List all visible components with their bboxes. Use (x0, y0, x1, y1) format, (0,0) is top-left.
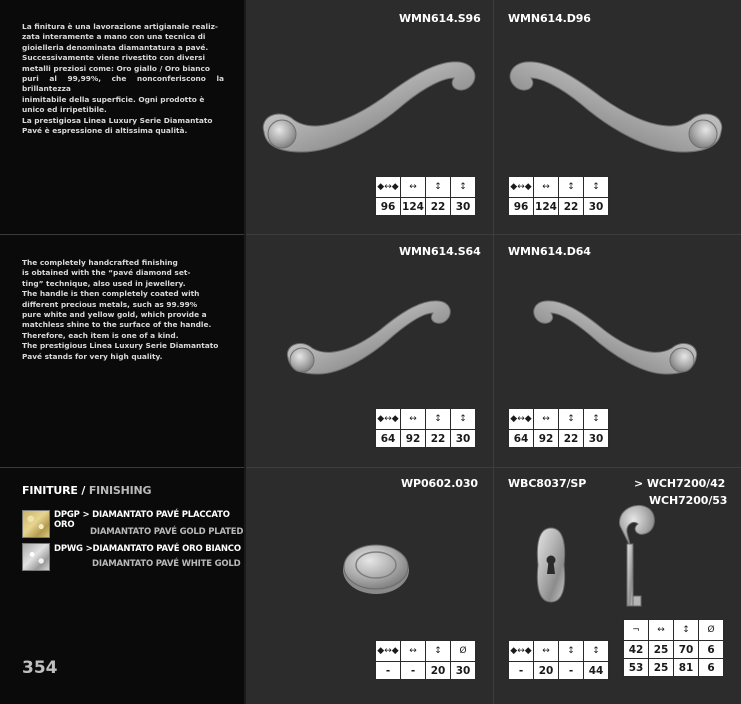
diameter-icon: Ø (451, 641, 476, 662)
projection-icon: ↕ (584, 177, 609, 198)
key-length-icon: ¬ (624, 620, 649, 641)
height-icon: ↕ (559, 641, 584, 662)
projection-icon: ↕ (451, 177, 476, 198)
spec-value: 53 (624, 659, 649, 677)
height-icon: ↕ (674, 620, 699, 641)
spec-value: 30 (451, 198, 476, 216)
spec-value: 124 (534, 198, 559, 216)
spec-value: 64 (376, 430, 401, 448)
finishing-title (22, 484, 151, 497)
spec-value: 70 (674, 641, 699, 659)
handle-d96-image (503, 52, 731, 164)
spec-value: 96 (376, 198, 401, 216)
spec-table-s64 (375, 408, 476, 448)
left-separator (0, 234, 244, 235)
spec-value: 20 (534, 662, 559, 680)
height-icon: ↕ (426, 641, 451, 662)
spec-value: 22 (559, 430, 584, 448)
height-icon: ↕ (426, 409, 451, 430)
interaxis-icon: ◆↔◆ (509, 177, 534, 198)
height-icon: ↕ (559, 177, 584, 198)
projection-icon: ↕ (451, 409, 476, 430)
spec-value: - (401, 662, 426, 680)
product-code-s64: WMN614.S64 (399, 245, 481, 258)
spec-value: 92 (534, 430, 559, 448)
grid-divider-horizontal (246, 234, 741, 235)
spec-value: 6 (699, 641, 724, 659)
length-icon: ↔ (401, 177, 426, 198)
intro-text-italian: La finitura è una lavorazione artigianale realiz- zata interamente a mano con una tecnica di gioielleria denominata diamantatura a pavé. Successivamente viene rivestito con diversi metalli preziosi come: Oro giallo / Oro bianco puri al 99,99%, che nonconferiscono la brillantezza inimitabile della superficie. Ogni prodotto è unico ed irripetibile. La prestigiosa Linea Luxury Serie Diamantato Pavé è espressione di altissima qualità. (22, 22, 224, 136)
intro-text-english: The completely handcrafted finishing is obtained with the “pavé diamond set- ting” technique, also used in jewellery. The handle is then completely coated with different precious metals, such as 99.99% pure white and yellow gold, which provide a matchless shine to the surface of the handle. Therefore, each item is one of a kind. The prestigious Linea Luxury Serie Diamantato Pavé stands for very high quality. (22, 258, 219, 361)
interaxis-icon: ◆↔◆ (376, 641, 401, 662)
finishing-title-en: FINISHING (88, 484, 152, 497)
product-code-d64: WMN614.D64 (508, 245, 591, 258)
interaxis-icon: ◆↔◆ (376, 409, 401, 430)
spec-value: - (376, 662, 401, 680)
interaxis-icon: ◆↔◆ (376, 177, 401, 198)
product-code-d96: WMN614.D96 (508, 12, 591, 25)
finish-code-white: DPWG >DIAMANTATO PAVÉ ORO BIANCO (54, 544, 241, 554)
spec-value: 20 (426, 662, 451, 680)
spec-table-s96 (375, 176, 476, 216)
spec-value: 92 (401, 430, 426, 448)
handle-d64-image (528, 292, 704, 384)
spec-value: 30 (451, 430, 476, 448)
length-icon: ↔ (401, 641, 426, 662)
handle-s96-image (254, 52, 482, 164)
interaxis-icon: ◆↔◆ (509, 409, 534, 430)
grid-divider-vertical (493, 0, 494, 704)
spec-value: - (559, 662, 584, 680)
spec-value: 96 (509, 198, 534, 216)
length-icon: ↔ (649, 620, 674, 641)
grid-divider-horizontal (246, 467, 741, 468)
spec-table-d96 (508, 176, 609, 216)
length-icon: ↔ (534, 177, 559, 198)
interaxis-icon: ◆↔◆ (509, 641, 534, 662)
page-number: 354 (22, 658, 58, 678)
spec-value: 30 (451, 662, 476, 680)
gold-finish-swatch (22, 510, 50, 538)
finish-name-white: DIAMANTATO PAVÉ WHITE GOLD (92, 559, 241, 569)
spec-value: 42 (624, 641, 649, 659)
product-code-knob: WP0602.030 (401, 477, 478, 490)
finishing-title-slash: / (77, 484, 89, 497)
spec-value: - (509, 662, 534, 680)
finishing-title-it: FINITURE (22, 484, 78, 497)
diameter-icon: Ø (699, 620, 724, 641)
key-image (608, 500, 658, 612)
handle-s64-image (280, 292, 456, 384)
knob-image (340, 540, 412, 596)
spec-value: 64 (509, 430, 534, 448)
product-code-s96: WMN614.S96 (399, 12, 481, 25)
product-code-escutcheon: WBC8037/SP (508, 477, 587, 490)
finish-name-gold: DIAMANTATO PAVÉ GOLD PLATED (90, 527, 244, 537)
spec-value: 81 (674, 659, 699, 677)
spec-table-d64 (508, 408, 609, 448)
product-code-key-53: WCH7200/53 (649, 494, 728, 507)
length-icon: ↔ (534, 641, 559, 662)
left-separator (0, 467, 244, 468)
spec-value: 30 (584, 198, 609, 216)
height-icon: ↕ (559, 409, 584, 430)
length-icon: ↔ (534, 409, 559, 430)
spec-value: 25 (649, 659, 674, 677)
column-gap (244, 0, 246, 704)
spec-value: 30 (584, 430, 609, 448)
projection-icon: ↕ (584, 641, 609, 662)
finish-code-gold: DPGP > DIAMANTATO PAVÉ PLACCATO ORO (54, 510, 230, 530)
spec-value: 22 (426, 430, 451, 448)
spec-value: 124 (401, 198, 426, 216)
product-code-key-42: > WCH7200/42 (634, 477, 726, 490)
spec-value: 25 (649, 641, 674, 659)
spec-table-knob (375, 640, 476, 680)
height-icon: ↕ (426, 177, 451, 198)
escutcheon-image (534, 526, 568, 604)
spec-value: 22 (426, 198, 451, 216)
spec-table-escutcheon (508, 640, 609, 680)
length-icon: ↔ (401, 409, 426, 430)
spec-value: 6 (699, 659, 724, 677)
spec-table-key (623, 619, 724, 677)
spec-value: 22 (559, 198, 584, 216)
left-text-column (0, 0, 244, 704)
white-gold-finish-swatch (22, 543, 50, 571)
projection-icon: ↕ (584, 409, 609, 430)
spec-value: 44 (584, 662, 609, 680)
